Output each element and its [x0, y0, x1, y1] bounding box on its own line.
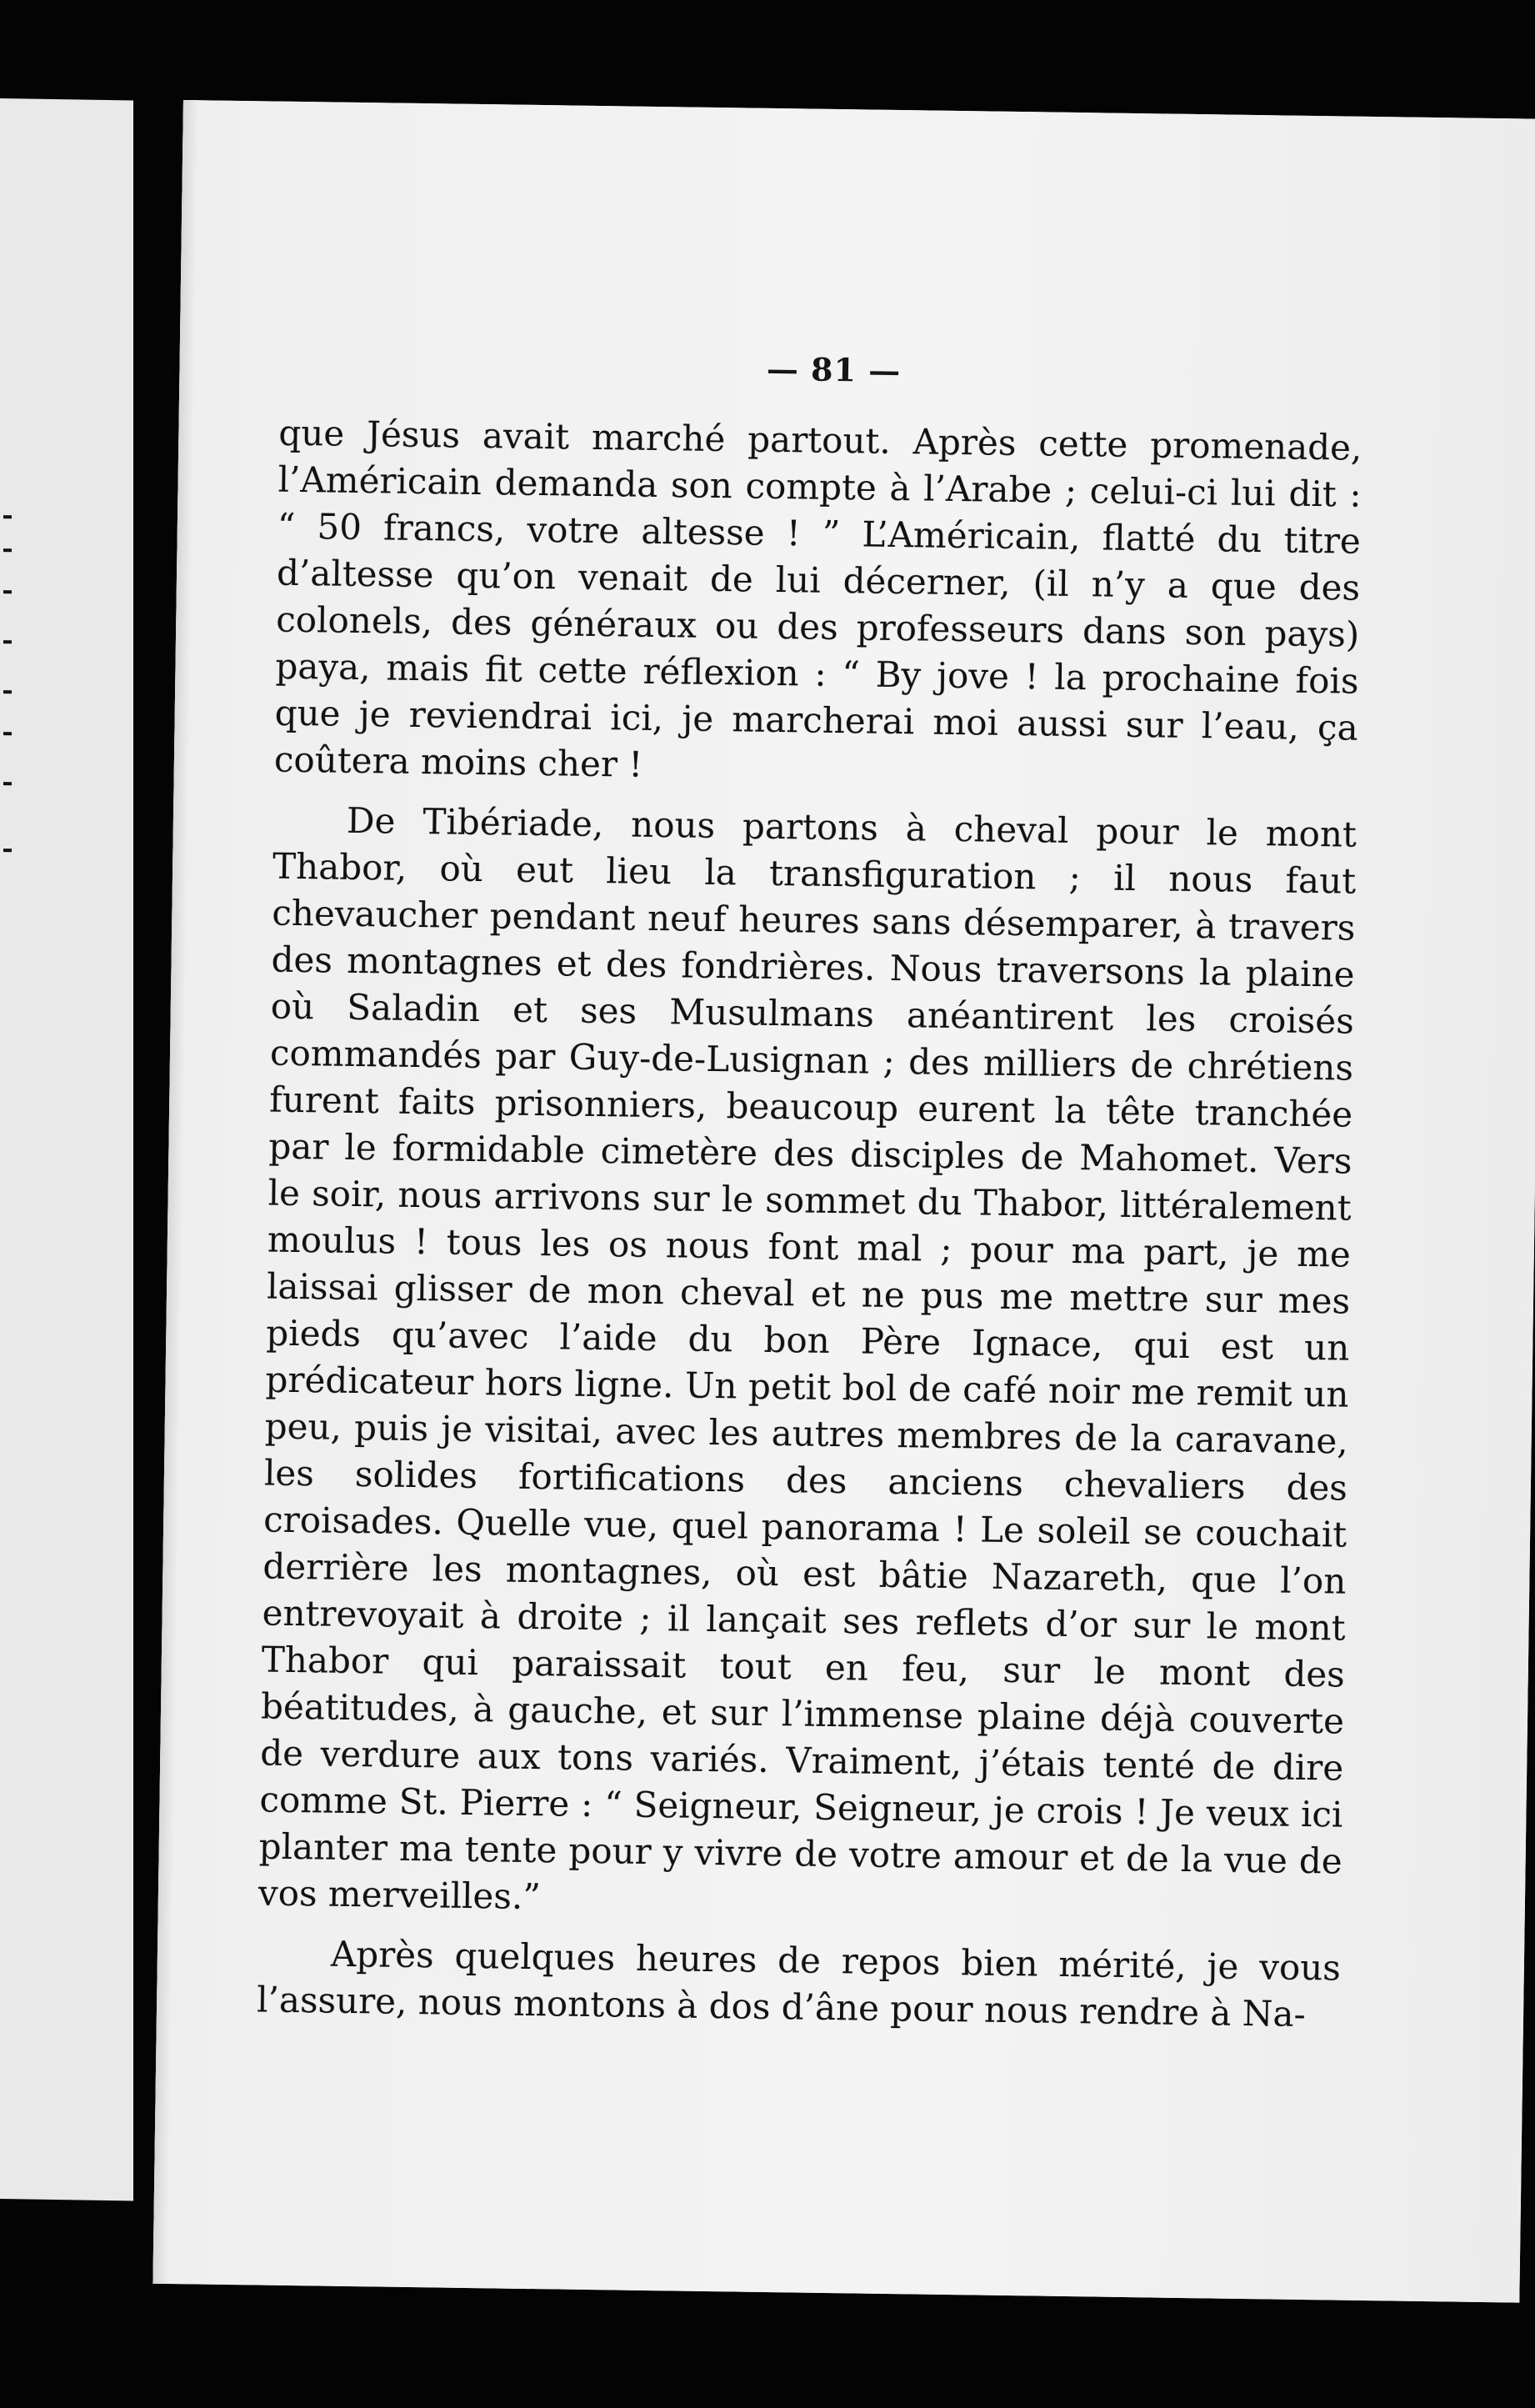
page-number: — 81 —	[766, 349, 902, 390]
paragraph-1: que Jésus avait marché partout. Après cette promenade, l’Américain demanda son compte à l’Arabe ; celui-ci lui dit : “ 50 francs, votre altesse ! ” L’Américain, flatté du titre d’altesse qu’on venait de lui décerner, (il n’y a que des colonels, des généraux ou des professeurs dans son pays) paya, mais fit cette réflexion : “ By jove ! la prochaine fois que je reviendrai ici, je marcherai moi aussi sur l’eau, ça coûtera moins cher !	[273, 412, 1362, 785]
paragraph-2: De Tibériade, nous partons à cheval pour le mont Thabor, où eut lieu la transfiguration ; il nous faut chevaucher pendant neuf heures sans désemparer, à travers des montagnes et des fondrières. Nous traversons la plaine où Saladin et ses Musulmans anéantirent les croisés commandés par Guy-de-Lusignan ; des milliers de chrétiens furent faits prisonniers, beaucoup eurent la tête tranchée par le formidable cimetère des disciples de Mahomet. Vers le soir, nous arrivons sur le sommet du Thabor, littéralement moulus ! tous les os nous font mal ; pour ma part, je me laissai glisser de mon cheval et ne pus me mettre sur mes pieds qu’avec l’aide du bon Père Ignace, qui est un prédicateur hors ligne. Un petit bol de café noir me remit un peu, puis je visitai, avec les autres membres de la caravane, les solides fortifications des anciens chevaliers des croisades. Quelle vue, quel panorama ! Le soleil se couchait derrière les montagnes, où est bâtie Nazareth, que l’on entrevoyait à droite ; il lançait ses reflets d’or sur le mont Thabor qui paraissait tout en feu, sur le mont des béatitudes, à gauche, et sur l’immense plaine déjà couverte de verdure aux tons variés. Vraiment, j’étais tenté de dire comme St. Pierre : “ Seigneur, Seigneur, je crois ! Je veux ici planter ma tente pour y vivre de votre amour et de la vue de vos merveilles.”	[258, 799, 1358, 1918]
left-page-marks	[0, 515, 17, 1015]
left-mark	[3, 849, 12, 852]
left-mark	[3, 548, 12, 552]
left-mark	[3, 640, 12, 643]
page-paper	[152, 100, 1535, 2303]
left-mark	[3, 782, 12, 785]
page-gutter	[152, 100, 198, 2284]
left-mark	[3, 690, 12, 693]
paragraph-3: Après quelques heures de repos bien mérité, je vous l’assure, nous montons à dos d’âne pour nous rendre à Na-	[256, 1933, 1342, 2035]
left-page-edge	[0, 98, 133, 2201]
left-mark	[3, 732, 12, 735]
left-mark	[3, 590, 12, 593]
body-text	[257, 410, 1362, 2052]
book-page	[152, 100, 1535, 2303]
left-mark	[3, 515, 12, 518]
